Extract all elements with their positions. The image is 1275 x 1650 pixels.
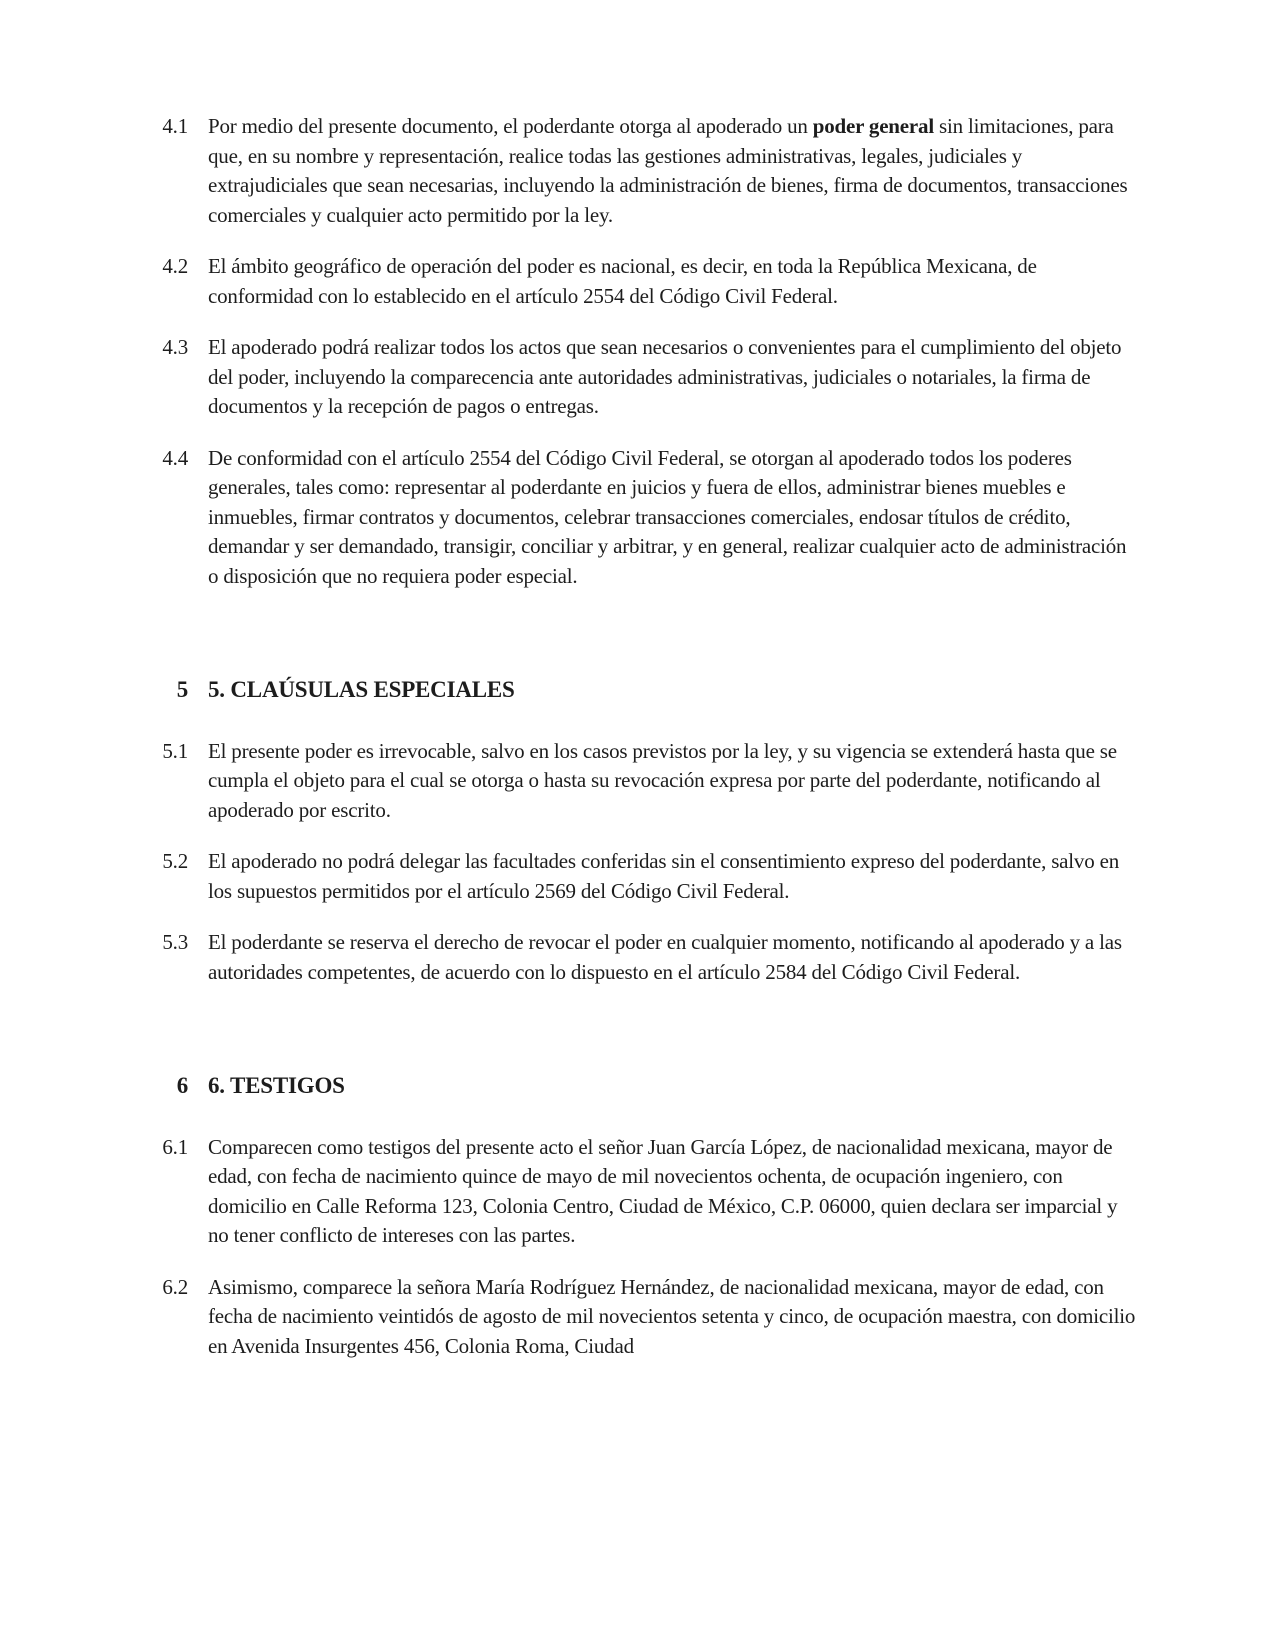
clause-6.1 — [153, 1133, 1143, 1251]
clause-5.1 — [153, 737, 1143, 826]
clause-number: 4.2 — [162, 254, 188, 278]
clause-5.2 — [153, 847, 1143, 906]
clause-number: 4.1 — [162, 114, 188, 138]
text-run: sin limitaciones, para que, en su nombre y representación, realice todas las gestiones administrativas, legales, judiciales y extrajudiciales que sean necesarias, incluyendo la administración de bienes, firma de documentos, transacciones comerciales y cualquier acto permitido por la ley. — [208, 114, 1128, 227]
text-run: El presente poder es irrevocable, salvo en los casos previstos por la ley, y su vigencia se extenderá hasta que se cumpla el objeto para el cual se otorga o hasta su revocación expresa por parte del poderdante, notificando al apoderado por escrito. — [208, 738, 1117, 822]
clause-number: 5.3 — [162, 930, 188, 954]
clause-number: 5.1 — [162, 738, 188, 763]
text-run: El ámbito geográfico de operación del poder es nacional, es decir, en toda la República Mexicana, de conformidad con lo establecido en el artículo 2554 del Código Civil Federal. — [208, 254, 1037, 308]
clause-text — [208, 444, 1138, 592]
clause-4.4 — [153, 444, 1143, 592]
clause-number: 4.4 — [162, 445, 188, 470]
clause-4.3 — [153, 333, 1143, 422]
clause-text — [208, 675, 1138, 705]
document-content — [153, 112, 1143, 1383]
clause-number: 5.2 — [162, 849, 188, 873]
clause-text — [208, 333, 1138, 422]
clause-text — [208, 252, 1138, 311]
bold-text-run: poder general — [812, 114, 934, 138]
text-run: Por medio del presente documento, el poderdante otorga al apoderado un — [208, 114, 813, 138]
text-run: El apoderado podrá realizar todos los actos que sean necesarios o convenientes para el cumplimiento del objeto del poder, incluyendo la comparecencia ante autoridades administrativas, judiciales o notariales, la firma de documentos y la recepción de pagos o entregas. — [208, 335, 1122, 418]
section-heading-5 — [153, 675, 1143, 705]
clause-number: 6 — [176, 1073, 188, 1098]
clause-text — [208, 1133, 1138, 1251]
clause-number: 6.1 — [162, 1134, 188, 1159]
text-run: 6. TESTIGOS — [208, 1073, 345, 1098]
clause-4.2 — [153, 252, 1143, 311]
clause-text — [208, 1273, 1138, 1362]
text-run: El apoderado no podrá delegar las facultades conferidas sin el consentimiento expreso del poderdante, salvo en los supuestos permitidos por el artículo 2569 del Código Civil Federal. — [208, 849, 1119, 903]
clause-6.2 — [153, 1273, 1143, 1362]
clause-text — [208, 928, 1138, 987]
text-run: 5. CLAÚSULAS ESPECIALES — [208, 677, 515, 702]
text-run: De conformidad con el artículo 2554 del Código Civil Federal, se otorgan al apoderado todos los poderes generales, tales como: representar al poderdante en juicios y fuera de ellos, administrar bienes muebles e inmuebles, firmar contratos y documentos, celebrar transacciones comerciales, endosar títulos de crédito, demandar y ser demandado, transigir, conciliar y arbitrar, y en general, realizar cualquier acto de administración o disposición que no requiera poder especial. — [208, 445, 1127, 588]
text-run: Comparecen como testigos del presente acto el señor Juan García López, de nacionalidad mexicana, mayor de edad, con fecha de nacimiento quince de mayo de mil novecientos ochenta, de ocupación ingeniero, con domicilio en Calle Reforma 123, Colonia Centro, Ciudad de México, C.P. 06000, quien declara ser imparcial y no tener conflicto de intereses con las partes. — [208, 1134, 1118, 1247]
clause-text — [208, 847, 1138, 906]
clause-text — [208, 1071, 1138, 1101]
clause-text — [208, 737, 1138, 826]
text-run: Asimismo, comparece la señora María Rodríguez Hernández, de nacionalidad mexicana, mayor de edad, con fecha de nacimiento veintidós de agosto de mil novecientos setenta y cinco, de ocupación maestra, con domicilio en Avenida Insurgentes 456, Colonia Roma, Ciudad — [208, 1274, 1136, 1358]
text-run: El poderdante se reserva el derecho de revocar el poder en cualquier momento, notificando al apoderado y a las autoridades competentes, de acuerdo con lo dispuesto en el artículo 2584 del Código Civil Federal. — [208, 930, 1122, 984]
clause-number: 6.2 — [162, 1274, 188, 1299]
section-heading-6 — [153, 1071, 1143, 1101]
clause-number: 5 — [176, 677, 188, 702]
clause-number: 4.3 — [162, 335, 188, 359]
clause-text — [208, 112, 1138, 230]
clause-4.1 — [153, 112, 1143, 230]
clause-5.3 — [153, 928, 1143, 987]
